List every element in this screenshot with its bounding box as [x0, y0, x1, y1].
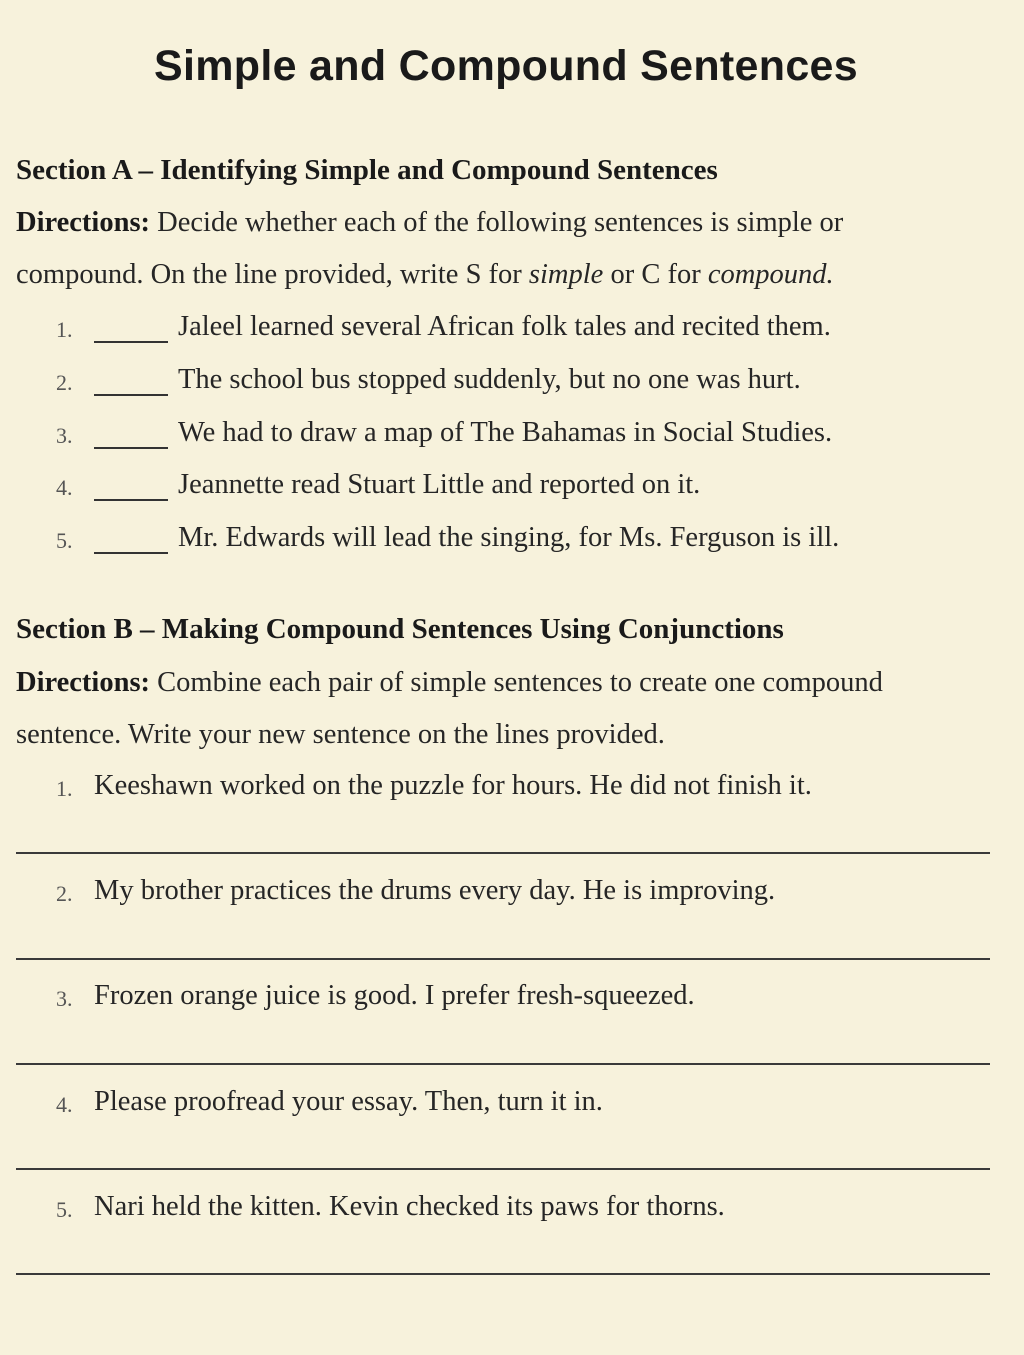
item-number: 2.: [56, 370, 73, 395]
item-number: 2.: [56, 881, 73, 906]
answer-line[interactable]: [16, 1168, 990, 1170]
answer-line[interactable]: [16, 1273, 990, 1275]
item-sentence: We had to draw a map of The Bahamas in Social Studies.: [178, 417, 833, 448]
item-sentence: Jaleel learned several African folk tales and recited them.: [178, 311, 831, 342]
section-b-directions-label: Directions:: [16, 667, 151, 698]
item-number: 3.: [56, 986, 73, 1011]
section-a-directions: [16, 197, 976, 301]
answer-blank[interactable]: [94, 447, 168, 449]
answer-line[interactable]: [16, 852, 990, 854]
section-a-directions-label: Directions:: [16, 207, 151, 238]
section-a-directions-text-2: or C for: [603, 259, 708, 290]
section-a-directions-em-2: compound.: [707, 259, 834, 290]
item-number: 1.: [56, 317, 73, 342]
section-b-heading: Section B – Making Compound Sentences Using Conjunctions: [16, 613, 784, 645]
item-number: 3.: [56, 423, 73, 448]
page-title: Simple and Compound Sentences: [154, 42, 858, 90]
section-b-directions-text: Combine each pair of simple sentences to create one compound sentence. Write your new sentence on the lines provided.: [16, 667, 883, 750]
item-sentence: Keeshawn worked on the puzzle for hours. He did not finish it.: [94, 770, 812, 801]
answer-blank[interactable]: [94, 499, 168, 501]
section-a-heading: Section A – Identifying Simple and Compound Sentences: [16, 154, 718, 186]
section-b-directions: [16, 657, 976, 761]
item-number: 1.: [56, 776, 73, 801]
item-sentence: Frozen orange juice is good. I prefer fresh-squeezed.: [94, 980, 695, 1011]
item-sentence: Please proofread your essay. Then, turn it in.: [94, 1086, 603, 1117]
item-number: 4.: [56, 475, 73, 500]
answer-blank[interactable]: [94, 394, 168, 396]
item-number: 4.: [56, 1092, 73, 1117]
item-number: 5.: [56, 528, 73, 553]
answer-blank[interactable]: [94, 552, 168, 554]
answer-line[interactable]: [16, 958, 990, 960]
item-sentence: Jeannette read Stuart Little and reported on it.: [178, 469, 701, 500]
item-sentence: Mr. Edwards will lead the singing, for Ms. Ferguson is ill.: [178, 522, 840, 553]
item-sentence: Nari held the kitten. Kevin checked its paws for thorns.: [94, 1191, 725, 1222]
item-sentence: The school bus stopped suddenly, but no one was hurt.: [178, 364, 801, 395]
item-number: 5.: [56, 1197, 73, 1222]
section-a-directions-text-1: Decide whether each of the following sentences is simple or compound. On the line provided, write S for: [16, 207, 844, 290]
item-sentence: My brother practices the drums every day. He is improving.: [94, 875, 776, 906]
section-a-directions-em-1: simple: [528, 259, 604, 290]
answer-blank[interactable]: [94, 341, 168, 343]
answer-line[interactable]: [16, 1063, 990, 1065]
